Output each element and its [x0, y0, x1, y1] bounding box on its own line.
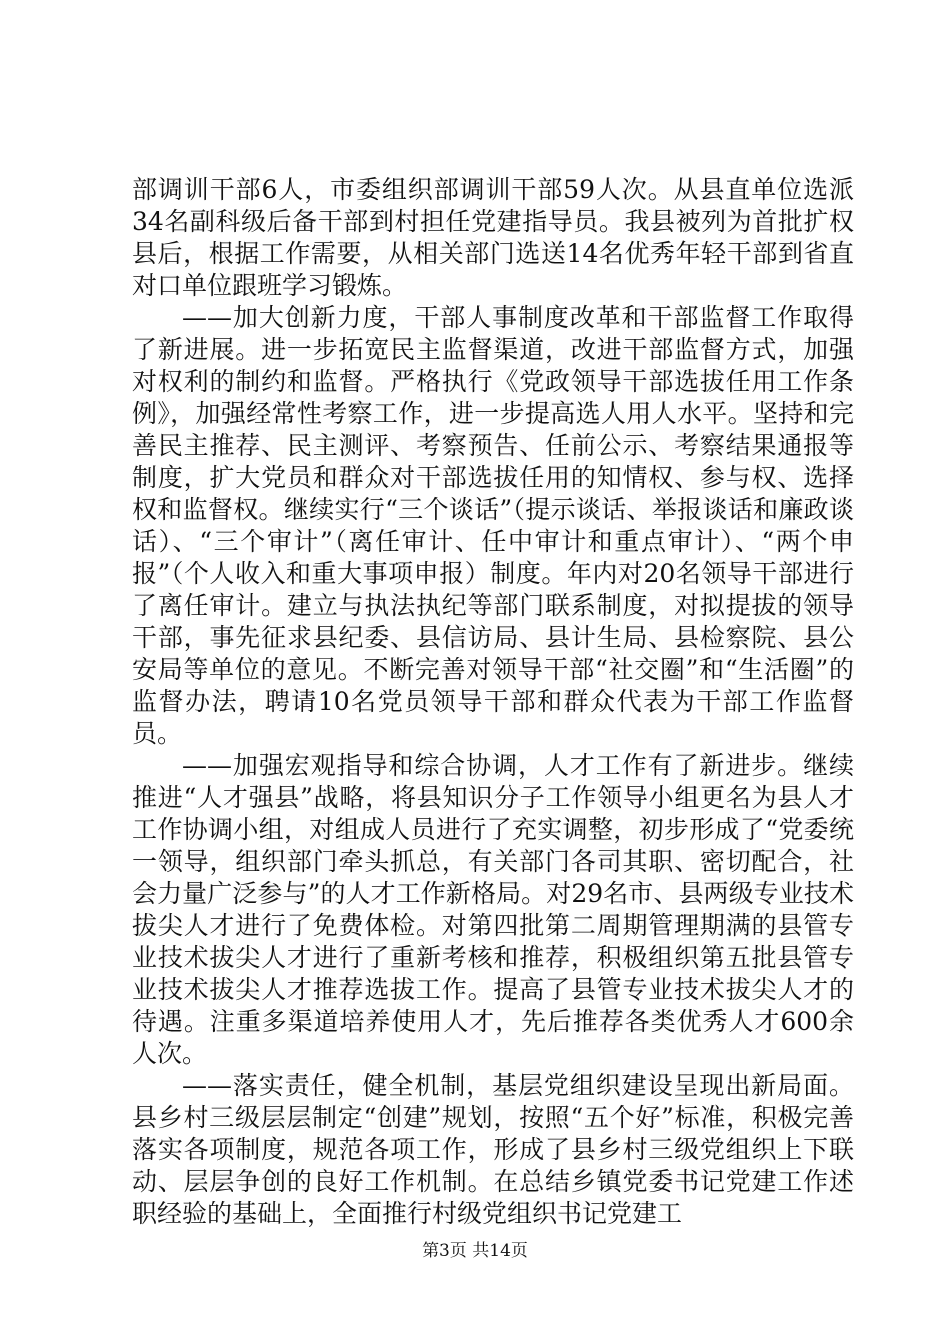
paragraph-3: ——加强宏观指导和综合协调，人才工作有了新进步。继续推进“人才强县”战略，将县知识分子工作领导小组更名为县人才工作协调小组，对组成人员进行了充实调整，初步形成了“党委统一领导，组织部门牵头抓总，有关部门各司其职、密切配合，社会力量广泛参与”的人才工作新格局。对29名市、县两级专业技术拔尖人才进行了免费体检。对第四批第二周期管理期满的县管专业技术拔尖人才进行了重新考核和推荐，积极组织第五批县管专业技术拔尖人才推荐选拔工作。提高了县管专业技术拔尖人才的待遇。注重多渠道培养使用人才，先后推荐各类优秀人才600余人次。	[132, 751, 854, 1068]
page-footer	[0, 1240, 950, 1262]
page-number-label: 第3页 共14页	[422, 1241, 528, 1261]
paragraph-1: 部调训干部6人，市委组织部调训干部59人次。从县直单位选派34名副科级后备干部到村担任党建指导员。我县被列为首批扩权县后，根据工作需要，从相关部门选送14名优秀年轻干部到省直对口单位跟班学习锻炼。	[132, 175, 854, 300]
document-body	[132, 174, 854, 1230]
paragraph-2: ——加大创新力度，干部人事制度改革和干部监督工作取得了新进展。进一步拓宽民主监督渠道，改进干部监督方式，加强对权利的制约和监督。严格执行《党政领导干部选拔任用工作条例》，加强经常性考察工作，进一步提高选人用人水平。坚持和完善民主推荐、民主测评、考察预告、任前公示、考察结果通报等制度，扩大党员和群众对干部选拔任用的知情权、参与权、选择权和监督权。继续实行“三个谈话”（提示谈话、举报谈话和廉政谈话）、“三个审计”（离任审计、任中审计和重点审计）、“两个申报”（个人收入和重大事项申报）制度。年内对20名领导干部进行了离任审计。建立与执法执纪等部门联系制度，对拟提拔的领导干部，事先征求县纪委、县信访局、县计生局、县检察院、县公安局等单位的意见。不断完善对领导干部“社交圈”和“生活圈”的监督办法，聘请10名党员领导干部和群众代表为干部工作监督员。	[132, 303, 854, 748]
paragraph-4: ——落实责任，健全机制，基层党组织建设呈现出新局面。县乡村三级层层制定“创建”规划，按照“五个好”标准，积极完善落实各项制度，规范各项工作，形成了县乡村三级党组织上下联动、层层争创的良好工作机制。在总结乡镇党委书记党建工作述职经验的基础上，全面推行村级党组织书记党建工	[132, 1071, 854, 1228]
